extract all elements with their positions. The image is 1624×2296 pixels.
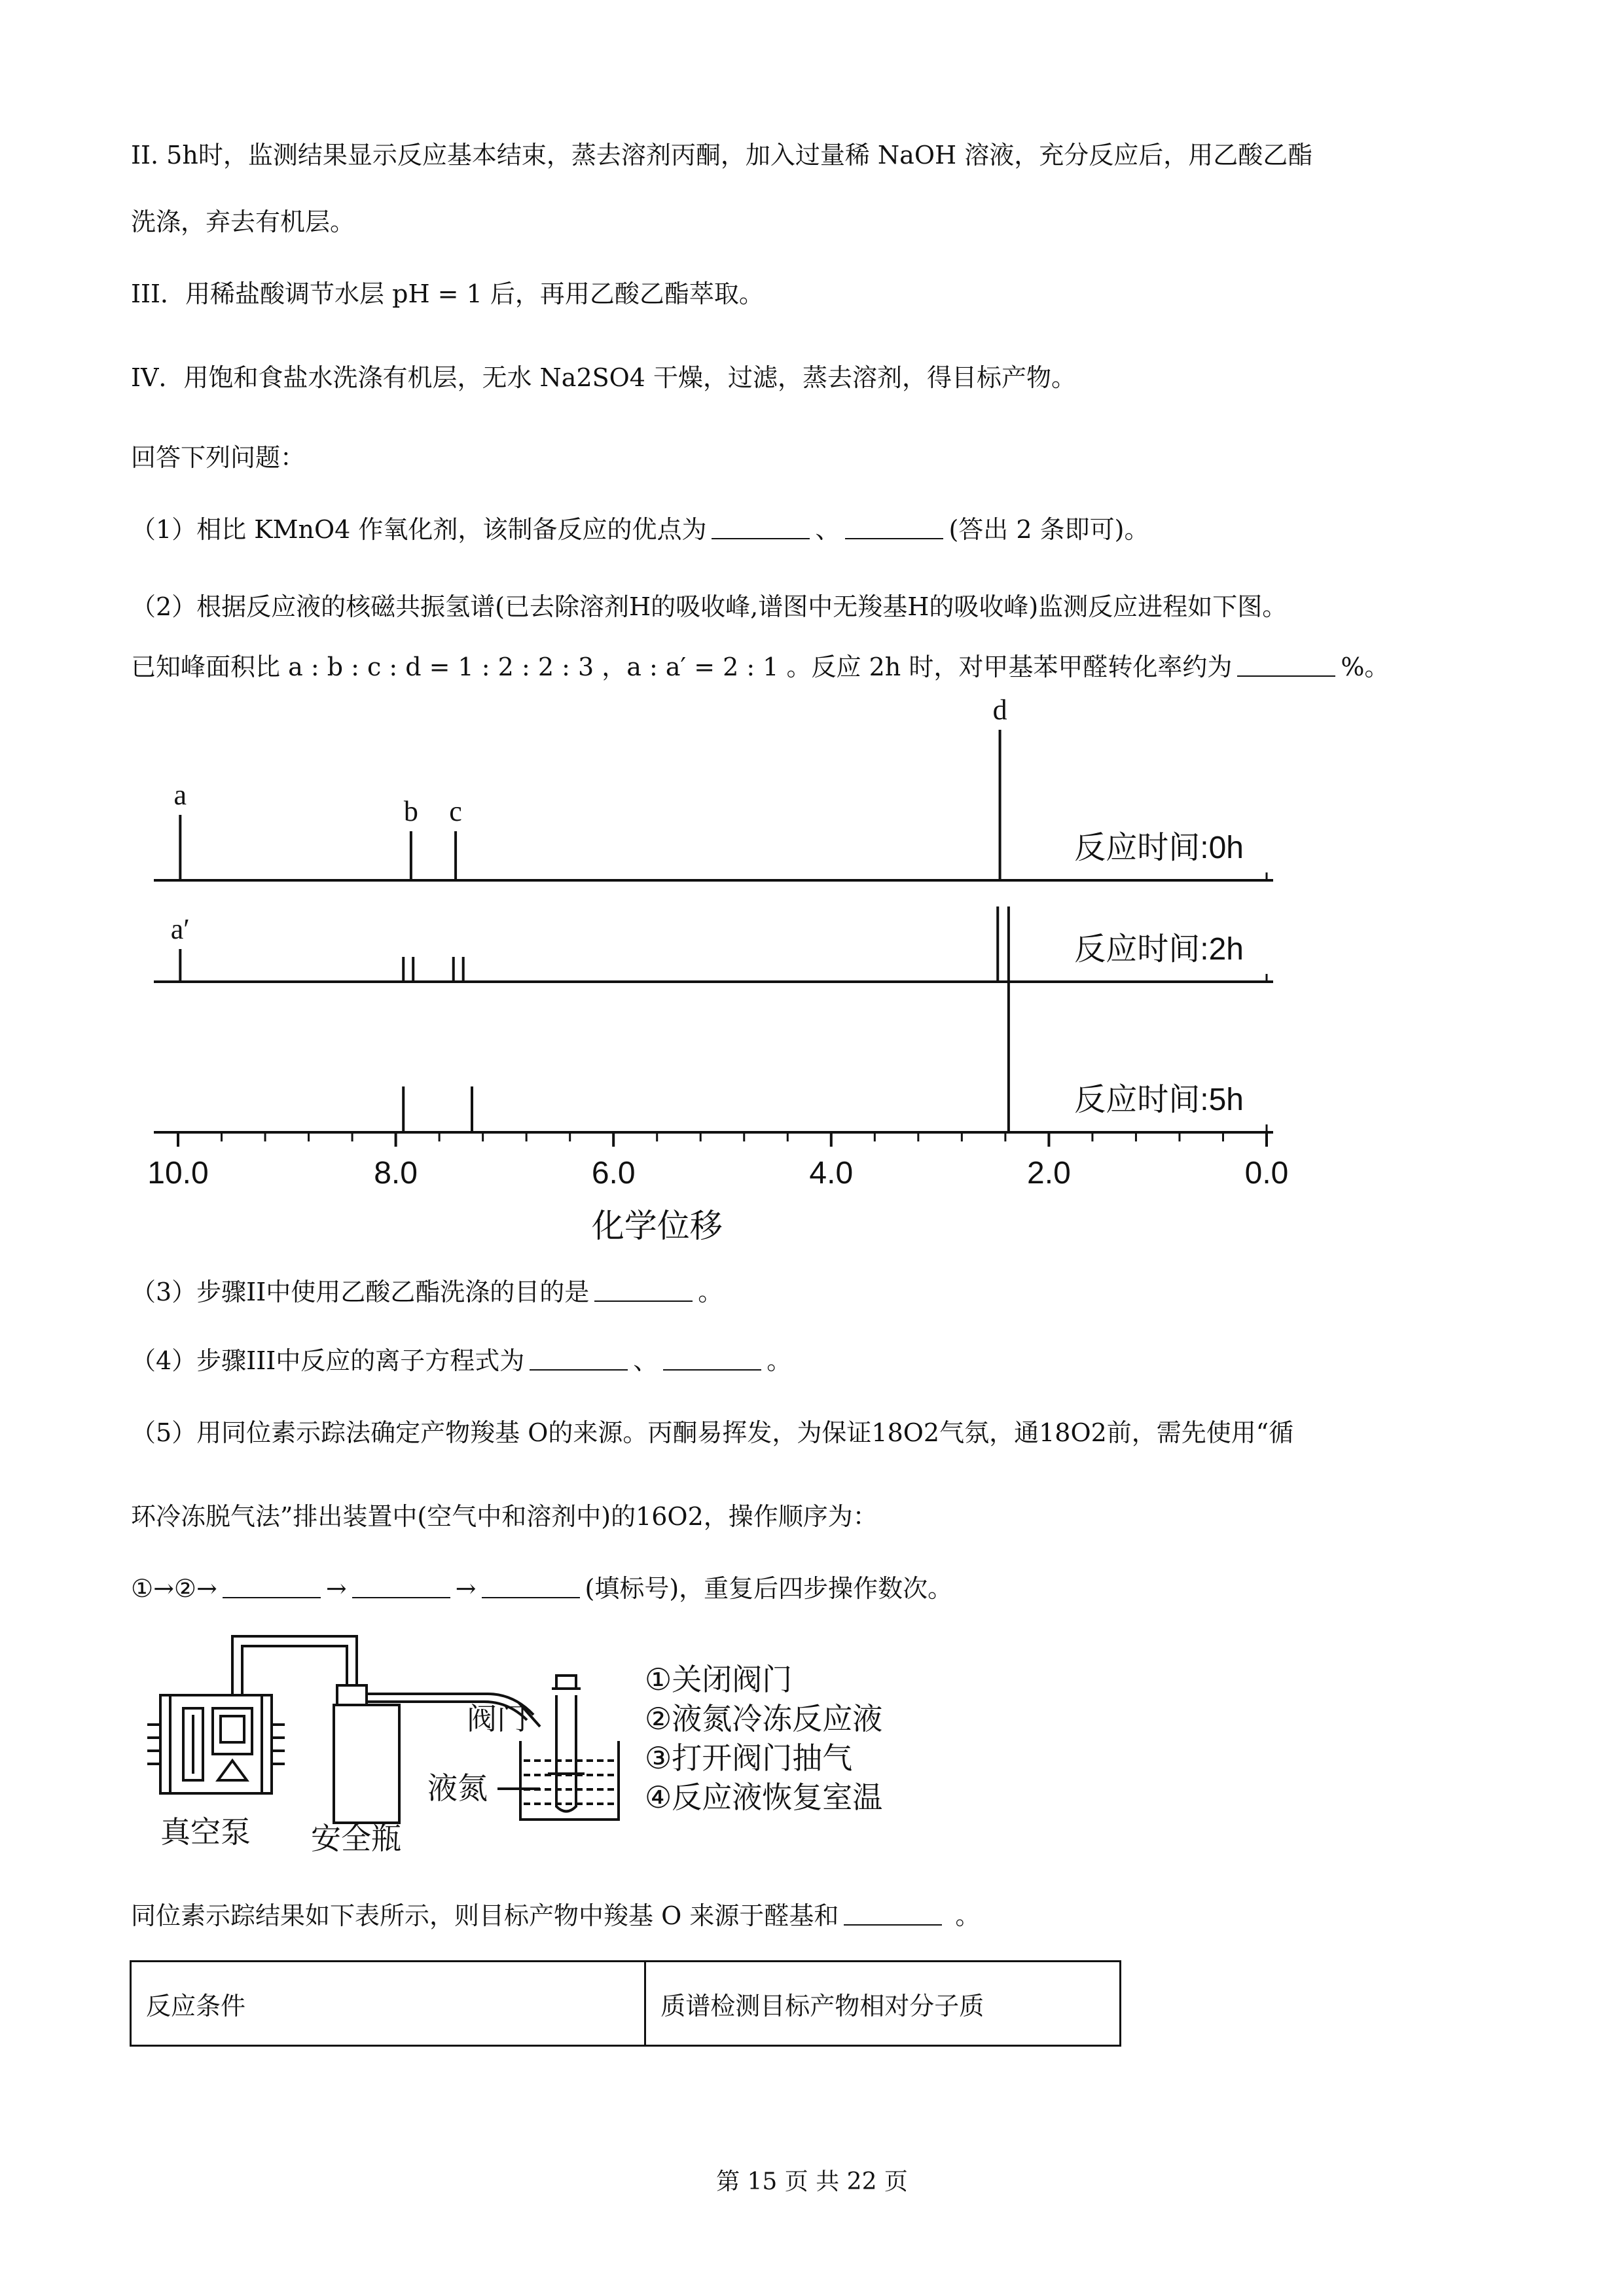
operation-4: ④反应液恢复室温	[645, 1780, 883, 1814]
tick-label: 2.0	[1027, 1156, 1071, 1191]
page-footer: 第 15 页 共 22 页	[716, 2168, 908, 2195]
series-label: 反应时间:5h	[1074, 1083, 1244, 1117]
safety-bottle-icon	[334, 1685, 399, 1823]
series-label: 反应时间:0h	[1074, 831, 1244, 865]
tracer-text-a: 同位素示踪结果如下表所示，则目标产物中羧基 O 来源于醛基和	[131, 1901, 839, 1930]
question-4	[131, 1348, 791, 1373]
q4-sep: 、	[633, 1346, 659, 1375]
q4-text-b: 。	[767, 1346, 792, 1375]
q5-blank-2[interactable]	[352, 1577, 450, 1598]
tick-label: 8.0	[374, 1156, 418, 1191]
step-2-line-1: II. 5h时，监测结果显示反应基本结束，蒸去溶剂丙酮，加入过量稀 NaOH 溶液，充分反应后，用乙酸乙酯	[131, 141, 1313, 170]
q5-seq-start: ①→②→	[131, 1574, 217, 1603]
tracer-results-table	[130, 1960, 1121, 2047]
question-5-line-2: 环冷冻脱气法”排出装置中(空气中和溶剂中)的16O2，操作顺序为：	[131, 1502, 878, 1531]
tracer-text-b: 。	[947, 1901, 981, 1930]
q2-blank[interactable]	[1237, 656, 1335, 677]
tracer-question	[131, 1903, 980, 1928]
pump-label: 真空泵	[160, 1815, 251, 1849]
q3-text-a: （3）步骤II中使用乙酸乙酯洗涤的目的是	[131, 1278, 590, 1306]
degassing-apparatus-diagram	[147, 1617, 965, 1878]
q1-blank-2[interactable]	[845, 518, 943, 539]
step-2-line-2: 洗涤，弃去有机层。	[131, 207, 355, 236]
operation-1: ①关闭阀门	[645, 1662, 793, 1696]
table-header-cell: 质谱检测目标产物相对分子质	[645, 1962, 1121, 2046]
operation-3: ③打开阀门抽气	[645, 1741, 853, 1775]
nmr-spectrum-chart	[131, 694, 1296, 1263]
table-header-cell: 反应条件	[131, 1962, 645, 2046]
answer-prompt: 回答下列问题：	[131, 443, 306, 472]
peak-label: c	[449, 795, 462, 827]
peak-label: d	[992, 694, 1007, 726]
reaction-tube-icon	[548, 1676, 585, 1812]
table-row	[131, 1962, 1121, 2046]
question-1	[131, 517, 1149, 542]
question-2-line-2	[131, 655, 1389, 679]
series-label: 反应时间:2h	[1074, 932, 1244, 967]
q1-blank-1[interactable]	[712, 518, 810, 539]
q3-text-b: 。	[698, 1278, 723, 1306]
q4-blank-2[interactable]	[663, 1350, 761, 1371]
vacuum-pump-icon	[147, 1695, 285, 1793]
question-5-line-3	[131, 1576, 952, 1601]
peak-label: b	[403, 795, 418, 827]
q5-arrow-2: →	[455, 1574, 477, 1603]
q1-text-a: （1）相比 KMnO4 作氧化剂，该制备反应的优点为	[131, 515, 707, 544]
tick-label: 10.0	[147, 1156, 209, 1191]
tick-label: 0.0	[1244, 1156, 1289, 1191]
peak-label: a	[173, 779, 187, 811]
q5-blank-3[interactable]	[482, 1577, 580, 1598]
q1-sep: 、	[815, 515, 840, 544]
step-3: III．用稀盐酸调节水层 pH = 1 后，再用乙酸乙酯萃取。	[131, 279, 764, 308]
liquid-nitrogen-beaker-icon	[520, 1741, 619, 1820]
q2-text-b: %。	[1341, 653, 1390, 681]
tick-label: 4.0	[809, 1156, 854, 1191]
peak-label: a′	[170, 913, 190, 945]
q4-blank-1[interactable]	[530, 1350, 628, 1371]
q3-blank[interactable]	[594, 1281, 693, 1302]
step-4: IV．用饱和食盐水洗涤有机层，无水 Na2SO4 干燥，过滤，蒸去溶剂，得目标产物。	[131, 363, 1077, 392]
bottle-label: 安全瓶	[311, 1821, 401, 1856]
x-axis-label: 化学位移	[591, 1208, 723, 1244]
q4-text-a: （4）步骤III中反应的离子方程式为	[131, 1346, 525, 1375]
nitrogen-label: 液氮	[427, 1771, 488, 1805]
operation-2: ②液氮冷冻反应液	[645, 1702, 883, 1736]
q5-blank-1[interactable]	[223, 1577, 321, 1598]
question-2-line-1: （2）根据反应液的核磁共振氢谱(已去除溶剂H的吸收峰,谱图中无羧基H的吸收峰)监测反应进程如下图。	[131, 592, 1288, 621]
q5-seq-end: (填标号)，重复后四步操作数次。	[585, 1574, 953, 1603]
tick-label: 6.0	[591, 1156, 636, 1191]
valve-label: 阀门	[467, 1702, 527, 1736]
q5-arrow-1: →	[325, 1574, 347, 1603]
question-5-line-1: （5）用同位素示踪法确定产物羧基 O的来源。丙酮易挥发，为保证18O2气氛，通18O2前，需先使用“循	[131, 1418, 1294, 1447]
tracer-blank[interactable]	[844, 1905, 942, 1926]
question-3	[131, 1280, 723, 1304]
q1-text-b: (答出 2 条即可)。	[948, 515, 1149, 544]
q2-text-a: 已知峰面积比 a : b : c : d = 1 : 2 : 2 : 3 ，a : a′ = 2 : 1 。反应 2h 时，对甲基苯甲醛转化率约为	[131, 653, 1233, 681]
